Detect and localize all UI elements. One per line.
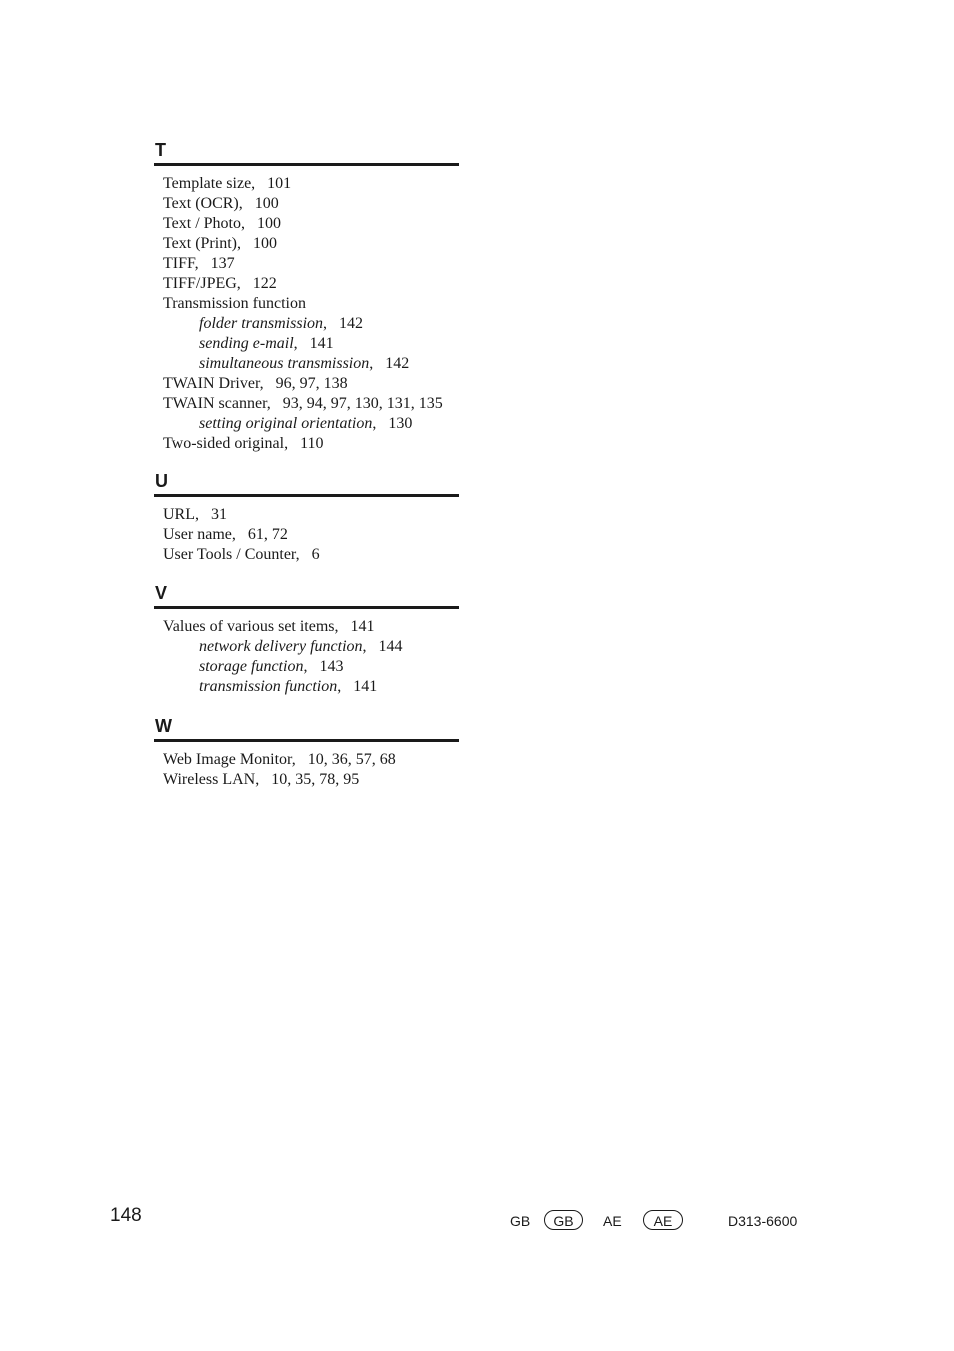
model-code: D313-6600 bbox=[728, 1213, 798, 1229]
index-subentry bbox=[154, 334, 459, 354]
entry-list bbox=[154, 174, 459, 454]
index-subentry bbox=[154, 657, 459, 677]
index-subentry bbox=[154, 637, 459, 657]
index-section-v bbox=[154, 583, 459, 697]
index-entry bbox=[154, 194, 459, 214]
entry-term: Transmission function bbox=[163, 295, 306, 312]
entry-term: network delivery function bbox=[199, 638, 363, 655]
entry-term: Values of various set items, bbox=[163, 618, 339, 635]
section-letter: U bbox=[155, 471, 168, 491]
entry-term: storage function bbox=[199, 658, 304, 675]
index-entry bbox=[154, 545, 459, 565]
entry-separator: , bbox=[323, 315, 328, 332]
entry-pages: 61, 72 bbox=[247, 526, 288, 543]
region-code-gb: GB bbox=[510, 1213, 531, 1229]
entry-pages: 10, 36, 57, 68 bbox=[307, 751, 396, 768]
region-badge-gb: GB bbox=[544, 1210, 583, 1230]
entry-list bbox=[154, 750, 459, 790]
entry-term: folder transmission bbox=[199, 315, 324, 332]
index-entry bbox=[154, 374, 459, 394]
index-section-u bbox=[154, 471, 459, 565]
index-entry bbox=[154, 294, 459, 314]
entry-list bbox=[154, 505, 459, 565]
index-section-w bbox=[154, 716, 459, 790]
section-letter: W bbox=[155, 716, 172, 736]
index-entry bbox=[154, 254, 459, 274]
index-entry bbox=[154, 750, 459, 770]
index-subentry bbox=[154, 677, 459, 697]
entry-term: User Tools / Counter, bbox=[163, 546, 300, 563]
entry-pages: 6 bbox=[311, 546, 320, 563]
entry-pages: 101 bbox=[267, 175, 292, 192]
entry-term: Web Image Monitor, bbox=[163, 751, 296, 768]
entry-pages: 100 bbox=[254, 195, 279, 212]
entry-pages: 130 bbox=[388, 415, 413, 432]
entry-pages: 141 bbox=[309, 335, 334, 352]
index-entry bbox=[154, 770, 459, 790]
entry-pages: 141 bbox=[353, 678, 378, 695]
entry-pages: 143 bbox=[319, 658, 344, 675]
index-entry bbox=[154, 234, 459, 254]
entry-term: transmission function bbox=[199, 678, 338, 695]
entry-separator: , bbox=[369, 355, 374, 372]
entry-term: TWAIN Driver, bbox=[163, 375, 264, 392]
entry-term: Wireless LAN, bbox=[163, 771, 260, 788]
entry-term: Text (Print), bbox=[163, 235, 241, 252]
section-letter: T bbox=[155, 140, 166, 160]
entry-term: User name, bbox=[163, 526, 236, 543]
entry-pages: 100 bbox=[257, 215, 281, 232]
index-entry bbox=[154, 505, 459, 525]
entry-separator: , bbox=[303, 658, 308, 675]
index-section-t bbox=[154, 140, 459, 454]
entry-pages: 96, 97, 138 bbox=[275, 375, 348, 392]
index-entry bbox=[154, 617, 459, 637]
index-subentry bbox=[154, 354, 459, 374]
region-badge-ae: AE bbox=[643, 1210, 683, 1230]
entry-term: TIFF/JPEG, bbox=[163, 275, 241, 292]
page-number: 148 bbox=[110, 1205, 142, 1226]
entry-term: Two-sided original, bbox=[163, 435, 289, 452]
region-code-ae: AE bbox=[603, 1213, 622, 1229]
entry-pages: 142 bbox=[385, 355, 410, 372]
entry-pages: 122 bbox=[252, 275, 277, 292]
entry-term: setting original orientation bbox=[199, 415, 373, 432]
entry-pages: 10, 35, 78, 95 bbox=[271, 771, 360, 788]
index-entry bbox=[154, 394, 459, 414]
entry-term: TWAIN scanner, bbox=[163, 395, 271, 412]
entry-term: TIFF, bbox=[163, 255, 199, 272]
index-entry bbox=[154, 214, 459, 234]
section-rule bbox=[154, 606, 459, 609]
section-rule bbox=[154, 494, 459, 497]
index-entry bbox=[154, 434, 459, 454]
entry-pages: 100 bbox=[252, 235, 277, 252]
index-entry bbox=[154, 174, 459, 194]
entry-pages: 31 bbox=[211, 506, 227, 523]
section-letter: V bbox=[155, 583, 168, 603]
section-rule bbox=[154, 163, 459, 166]
entry-pages: 110 bbox=[300, 435, 324, 452]
entry-separator: , bbox=[372, 415, 377, 432]
entry-term: Text / Photo, bbox=[163, 215, 245, 232]
entry-pages: 141 bbox=[350, 618, 375, 635]
index-subentry bbox=[154, 314, 459, 334]
entry-term: Template size, bbox=[163, 175, 256, 192]
entry-pages: 137 bbox=[210, 255, 235, 272]
entry-list bbox=[154, 617, 459, 697]
section-rule bbox=[154, 739, 459, 742]
entry-pages: 93, 94, 97, 130, 131, 135 bbox=[282, 395, 443, 412]
entry-term: URL, bbox=[163, 506, 199, 523]
entry-term: Text (OCR), bbox=[163, 195, 243, 212]
entry-term: simultaneous transmission bbox=[199, 355, 370, 372]
index-entry bbox=[154, 525, 459, 545]
index-entry bbox=[154, 274, 459, 294]
entry-separator: , bbox=[337, 678, 342, 695]
index-subentry bbox=[154, 414, 459, 434]
entry-term: sending e-mail bbox=[199, 335, 294, 352]
entry-separator: , bbox=[293, 335, 298, 352]
entry-pages: 144 bbox=[378, 638, 403, 655]
entry-pages: 142 bbox=[339, 315, 364, 332]
entry-separator: , bbox=[362, 638, 367, 655]
page-footer bbox=[0, 1205, 954, 1237]
